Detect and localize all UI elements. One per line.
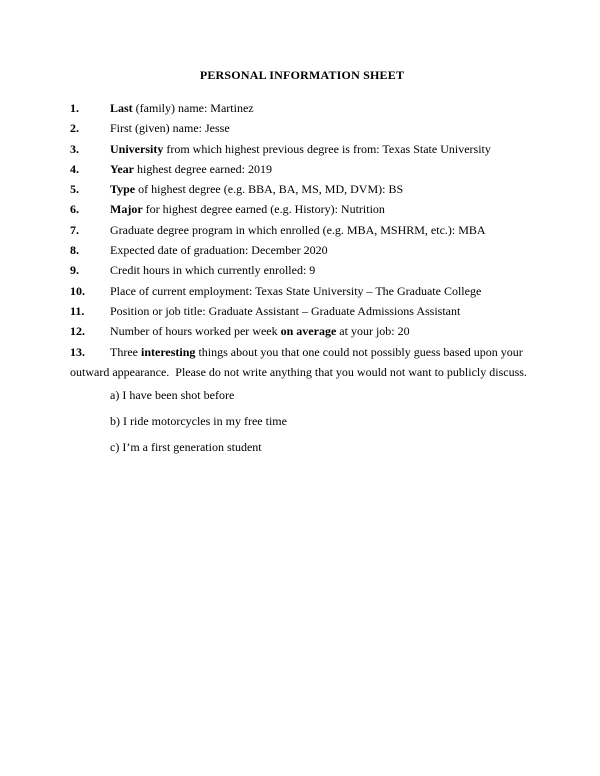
- item-number: 9.: [70, 263, 79, 278]
- list-item: [70, 260, 534, 280]
- list-item: [70, 342, 534, 383]
- item-text: Graduate degree program in which enrolled (e.g. MBA, MSHRM, etc.): MBA: [110, 222, 486, 237]
- item-text: Credit hours in which currently enrolled: 9: [110, 263, 316, 278]
- item-number: 13.: [70, 344, 85, 359]
- list-item: [70, 139, 534, 159]
- list-item: [70, 240, 534, 260]
- list-item: [70, 220, 534, 240]
- list-item: [70, 301, 534, 321]
- sub-item: a) I have been shot before: [110, 388, 235, 403]
- item-text: Expected date of graduation: December 2020: [110, 243, 328, 258]
- item-text: First (given) name: Jesse: [110, 121, 230, 136]
- item-number: 3.: [70, 141, 79, 156]
- list-item: [70, 199, 534, 219]
- sub-item: b) I ride motorcycles in my free time: [110, 413, 287, 428]
- list-item: [70, 118, 534, 138]
- item-number: 6.: [70, 202, 79, 217]
- item-text: Number of hours worked per week on average at your job: 20: [110, 324, 410, 339]
- item-number: 8.: [70, 243, 79, 258]
- item-number: 4.: [70, 161, 79, 176]
- list-item: [70, 159, 534, 179]
- item-number: 5.: [70, 182, 79, 197]
- item-number: 10.: [70, 283, 85, 298]
- item-number: 12.: [70, 324, 85, 339]
- list-item: [70, 98, 534, 118]
- item-number: 2.: [70, 121, 79, 136]
- item-number: 1.: [70, 101, 79, 115]
- item-number: 7.: [70, 222, 79, 237]
- list-item: [70, 321, 534, 341]
- item-text: Place of current employment: Texas State University – The Graduate College: [110, 283, 482, 298]
- item-text: University from which highest previous degree is from: Texas State University: [110, 141, 491, 156]
- page-title: PERSONAL INFORMATION SHEET: [199, 68, 405, 82]
- sub-item-list: [110, 385, 534, 457]
- personal-info-list: [70, 98, 534, 382]
- item-text: Year highest degree earned: 2019: [110, 161, 272, 176]
- list-item: [70, 179, 534, 199]
- item-text: Three interesting things about you that one could not possibly guess based upon your outward appearance. Please do not write anything that you would not want to publicly discuss.: [70, 344, 527, 379]
- list-item: [70, 281, 534, 301]
- item-number: 11.: [70, 303, 85, 318]
- item-text: Last (family) name: Martinez: [110, 101, 254, 115]
- item-text: Type of highest degree (e.g. BBA, BA, MS, MD, DVM): BS: [110, 182, 404, 197]
- sub-item: c) I’m a first generation student: [110, 439, 262, 454]
- item-text: Position or job title: Graduate Assistant – Graduate Admissions Assistant: [110, 303, 461, 318]
- item-text: Major for highest degree earned (e.g. History): Nutrition: [110, 202, 385, 217]
